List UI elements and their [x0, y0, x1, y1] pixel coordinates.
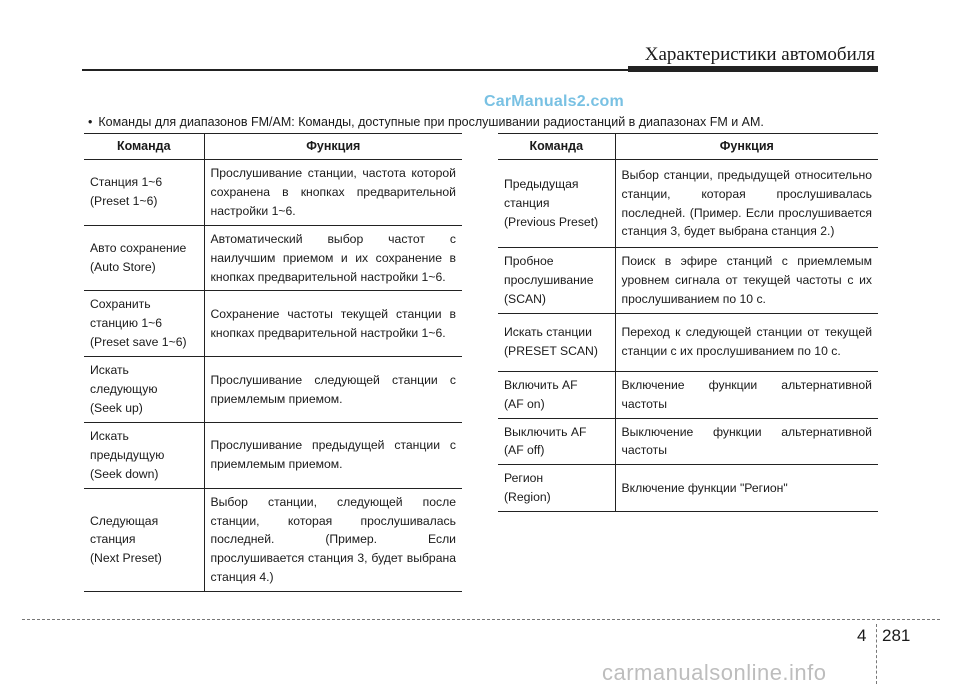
command-line: (Previous Preset)	[504, 214, 599, 229]
function-cell: Прослушивание предыдущей станции с приемлемым приемом.	[204, 422, 462, 488]
command-cell	[498, 160, 615, 248]
function-cell: Автоматический выбор частот с наилучшим приемом и их сохранение в кнопках предварительной настройки 1~6.	[204, 225, 462, 291]
function-cell: Выбор станции, предыдущей относительно станции, которая прослушивалась последней. (Пример. Если прослушивается станция 3, будет выбрана станция 2.)	[615, 160, 878, 248]
command-line: станцию 1~6	[90, 316, 163, 331]
command-line: Авто сохранение	[90, 241, 187, 256]
command-cell	[84, 225, 204, 291]
command-cell	[84, 357, 204, 423]
command-line: Станция 1~6	[90, 175, 163, 190]
table-row	[84, 357, 462, 423]
commands-table-right	[498, 133, 878, 512]
command-line: (Preset 1~6)	[90, 194, 158, 209]
intro-paragraph	[88, 115, 888, 129]
command-cell	[84, 422, 204, 488]
intro-text: Команды для диапазонов FM/AM: Команды, доступные при прослушивании радиостанций в диапазонах FM и AM.	[98, 115, 764, 129]
command-line: станция	[504, 196, 550, 211]
table-header-row	[84, 134, 462, 160]
function-cell: Прослушивание станции, частота которой сохранена в кнопках предварительной настройки 1~6.	[204, 160, 462, 226]
header-command: Команда	[498, 134, 615, 160]
command-line: (Seek down)	[90, 466, 159, 481]
command-line: предыдущую	[90, 447, 165, 462]
chapter-title: Характеристики автомобиля	[644, 44, 875, 65]
command-line: (Region)	[504, 490, 551, 505]
command-cell	[498, 418, 615, 465]
header-bar	[628, 66, 878, 72]
function-cell: Поиск в эфире станций с приемлемым уровнем сигнала от текущей частоты с их прослушиванием по 10 с.	[615, 248, 878, 314]
commands-table-left	[84, 133, 462, 592]
function-cell: Переход к следующей станции от текущей станции с их прослушиванием по 10 с.	[615, 313, 878, 371]
command-cell	[498, 248, 615, 314]
function-cell: Включение функции альтернативной частоты	[615, 371, 878, 418]
table-row	[84, 291, 462, 357]
table-row	[84, 422, 462, 488]
table-row	[498, 465, 878, 512]
function-cell: Сохранение частоты текущей станции в кнопках предварительной настройки 1~6.	[204, 291, 462, 357]
function-cell: Включение функции "Регион"	[615, 465, 878, 512]
command-cell	[84, 488, 204, 592]
table-row	[498, 313, 878, 371]
command-line: Искать	[90, 363, 129, 378]
command-cell	[84, 291, 204, 357]
command-line: Искать станции	[504, 325, 592, 340]
table-row	[84, 160, 462, 226]
table-row	[84, 225, 462, 291]
bullet-mark: •	[88, 115, 93, 129]
command-line: Включить AF	[504, 377, 578, 392]
command-line: Регион	[504, 471, 544, 486]
command-line: (SCAN)	[504, 291, 546, 306]
header-command: Команда	[84, 134, 204, 160]
table-row	[84, 488, 462, 592]
command-line: (Next Preset)	[90, 551, 162, 566]
table-row	[498, 248, 878, 314]
command-cell	[498, 313, 615, 371]
table-row	[498, 418, 878, 465]
command-cell	[84, 160, 204, 226]
command-line: (PRESET SCAN)	[504, 344, 598, 359]
command-line: (Preset save 1~6)	[90, 335, 187, 350]
table-header-row	[498, 134, 878, 160]
command-line: следующую	[90, 382, 158, 397]
watermark-bottom: carmanualsonline.info	[602, 660, 827, 685]
header-rule	[82, 69, 630, 71]
table-row	[498, 371, 878, 418]
page-number: 281	[882, 626, 911, 645]
command-line: Пробное	[504, 254, 554, 268]
command-line: станция	[90, 532, 136, 547]
command-line: прослушивание	[504, 272, 594, 287]
command-line: Следующая	[90, 513, 159, 528]
command-cell	[498, 371, 615, 418]
watermark-top: CarManuals2.com	[484, 93, 624, 110]
command-line: (Auto Store)	[90, 260, 156, 275]
header-function: Функция	[615, 134, 878, 160]
command-cell	[498, 465, 615, 512]
header-function: Функция	[204, 134, 462, 160]
function-cell: Выбор станции, следующей после станции, которая прослушивалась последней. (Пример. Если прослушивается станция 3, будет выбрана станция 4.)	[204, 488, 462, 592]
table-row	[498, 160, 878, 248]
function-cell: Выключение функции альтернативной частоты	[615, 418, 878, 465]
command-line: (AF on)	[504, 396, 545, 411]
command-line: Выключить AF	[504, 424, 587, 439]
footer-dashed-rule	[22, 619, 940, 620]
command-line: Искать	[90, 428, 129, 443]
command-line: (AF off)	[504, 443, 545, 458]
page-chapter-number: 4	[857, 626, 867, 645]
command-line: (Seek up)	[90, 400, 143, 415]
command-line: Сохранить	[90, 297, 151, 312]
command-line: Предыдущая	[504, 177, 579, 192]
function-cell: Прослушивание следующей станции с приемлемым приемом.	[204, 357, 462, 423]
footer-dashed-divider	[876, 624, 877, 684]
